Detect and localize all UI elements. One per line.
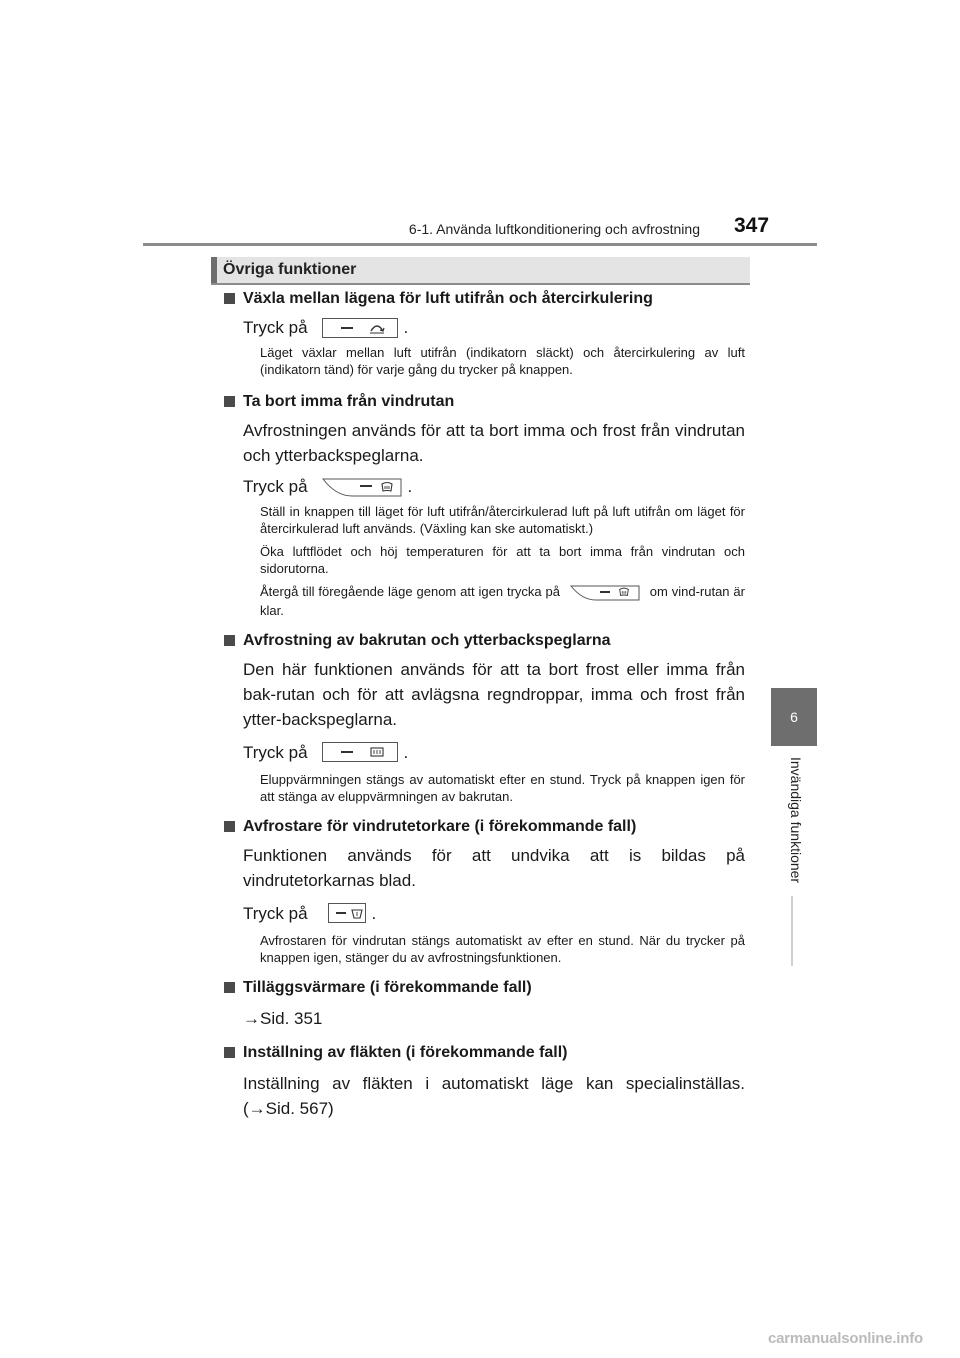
press-rear-defogger <box>222 740 745 765</box>
section-title: Övriga funktioner <box>223 261 357 278</box>
bullet-marker <box>224 396 235 407</box>
chapter-tab: 6 <box>771 688 817 746</box>
bullet-marker <box>224 293 235 304</box>
heading-text: Inställning av fläkten (i förekommande fall) <box>243 1043 568 1061</box>
bullet-marker <box>224 982 235 993</box>
note-windshield-2: Öka luftflödet och höj temperaturen för att ta bort imma från vindrutan och sidorutorna. <box>260 544 745 576</box>
heading-rear-defogger <box>222 629 745 653</box>
body-wiper-deicer: Funktionen används för att undvika att is bildas på vindrutetorkarnas blad. <box>243 845 745 890</box>
heading-text: Växla mellan lägena för luft utifrån och återcirkulering <box>243 290 653 307</box>
note-recirculation: Läget växlar mellan luft utifrån (indikatorn släckt) och återcirkulering av luft (indikatorn tänd) för varje gång du trycker på knappen. <box>260 345 745 377</box>
recirculation-button[interactable] <box>322 318 398 338</box>
press-suffix: . <box>407 477 413 496</box>
heading-recirculation <box>222 287 745 311</box>
rear-defogger-icon <box>370 746 384 762</box>
press-prefix: Tryck på <box>243 742 308 762</box>
body-supplementary-heater: →Sid. 351 <box>243 1008 323 1028</box>
header-rule <box>143 243 817 246</box>
bullet-marker <box>224 635 235 646</box>
heading-windshield <box>222 390 745 414</box>
heading-supplementary-heater <box>222 976 745 1000</box>
front-defroster-button-inline[interactable] <box>570 584 640 602</box>
header-section-title: 6-1. Använda luftkonditionering och avfrostning <box>408 221 700 237</box>
heading-text: Avfrostare för vindrutetorkare (i förekommande fall) <box>243 817 637 835</box>
side-rule <box>791 896 793 966</box>
indicator-dash <box>341 751 353 753</box>
indicator-dash <box>360 485 372 487</box>
chapter-label: Invändiga funktioner <box>788 757 804 884</box>
body-rear-defogger: Den här funktionen används för att ta bort frost eller imma från bak-rutan och för att avlägsna regndroppar, imma och frost från ytter-backspeglarna. <box>243 659 745 729</box>
bullet-marker <box>224 1047 235 1058</box>
note3-prefix: Återgå till föregående läge genom att igen trycka på <box>260 584 560 599</box>
content <box>222 287 745 1121</box>
heading-text: Avfrostning av bakrutan och ytterbackspeglarna <box>243 631 611 649</box>
note-windshield-3 <box>222 583 745 619</box>
rear-defogger-button[interactable] <box>322 742 398 762</box>
note-wiper-deicer: Avfrostaren för vindrutan stängs automatiskt av efter en stund. När du trycker på knappen igen, stänger du av avfrostningsfunktionen. <box>260 932 745 965</box>
body-fan-setting: Inställning av fläkten i automatiskt läge kan specialinställas. (→Sid. 567) <box>243 1073 745 1118</box>
front-defroster-button[interactable] <box>322 476 402 498</box>
press-windshield <box>222 474 745 499</box>
heading-text: Ta bort imma från vindrutan <box>243 393 455 410</box>
press-suffix: . <box>403 318 409 337</box>
recirculation-icon <box>369 321 385 339</box>
section-bar-accent <box>211 257 217 283</box>
press-prefix: Tryck på <box>243 477 308 496</box>
bullet-marker <box>224 821 235 832</box>
heading-wiper-deicer <box>222 815 745 839</box>
wiper-deicer-icon <box>351 908 363 924</box>
note-rear-defogger: Eluppvärmningen stängs av automatiskt efter en stund. Tryck på knappen igen för att stänga av eluppvärmningen av bakrutan. <box>260 771 745 804</box>
note-windshield-1: Ställ in knappen till läget för luft utifrån/återcirkulerad luft på luft utifrån om läget för återcirkulerad luft används. (Växling kan ske automatiskt.) <box>260 504 745 536</box>
indicator-dash <box>600 591 610 593</box>
section-bar <box>211 257 750 285</box>
press-prefix: Tryck på <box>243 903 308 923</box>
wiper-deicer-button[interactable] <box>328 903 366 923</box>
press-wiper-deicer <box>222 901 745 926</box>
page-number: 347 <box>734 214 770 237</box>
heading-fan-setting <box>222 1041 745 1065</box>
body-windshield: Avfrostningen används för att ta bort imma och frost från vindrutan och ytterbackspeglarna. <box>243 421 745 465</box>
press-suffix: . <box>403 742 409 762</box>
footer-watermark: carmanualsonline.info <box>768 1330 923 1347</box>
heading-text: Tilläggsvärmare (i förekommande fall) <box>243 978 532 996</box>
note3-suffix: om vind-rutan är klar. <box>260 584 745 618</box>
press-recirculation <box>222 315 745 340</box>
press-prefix: Tryck på <box>243 318 308 337</box>
press-suffix: . <box>371 903 377 923</box>
indicator-dash <box>336 912 346 914</box>
indicator-dash <box>341 327 353 329</box>
